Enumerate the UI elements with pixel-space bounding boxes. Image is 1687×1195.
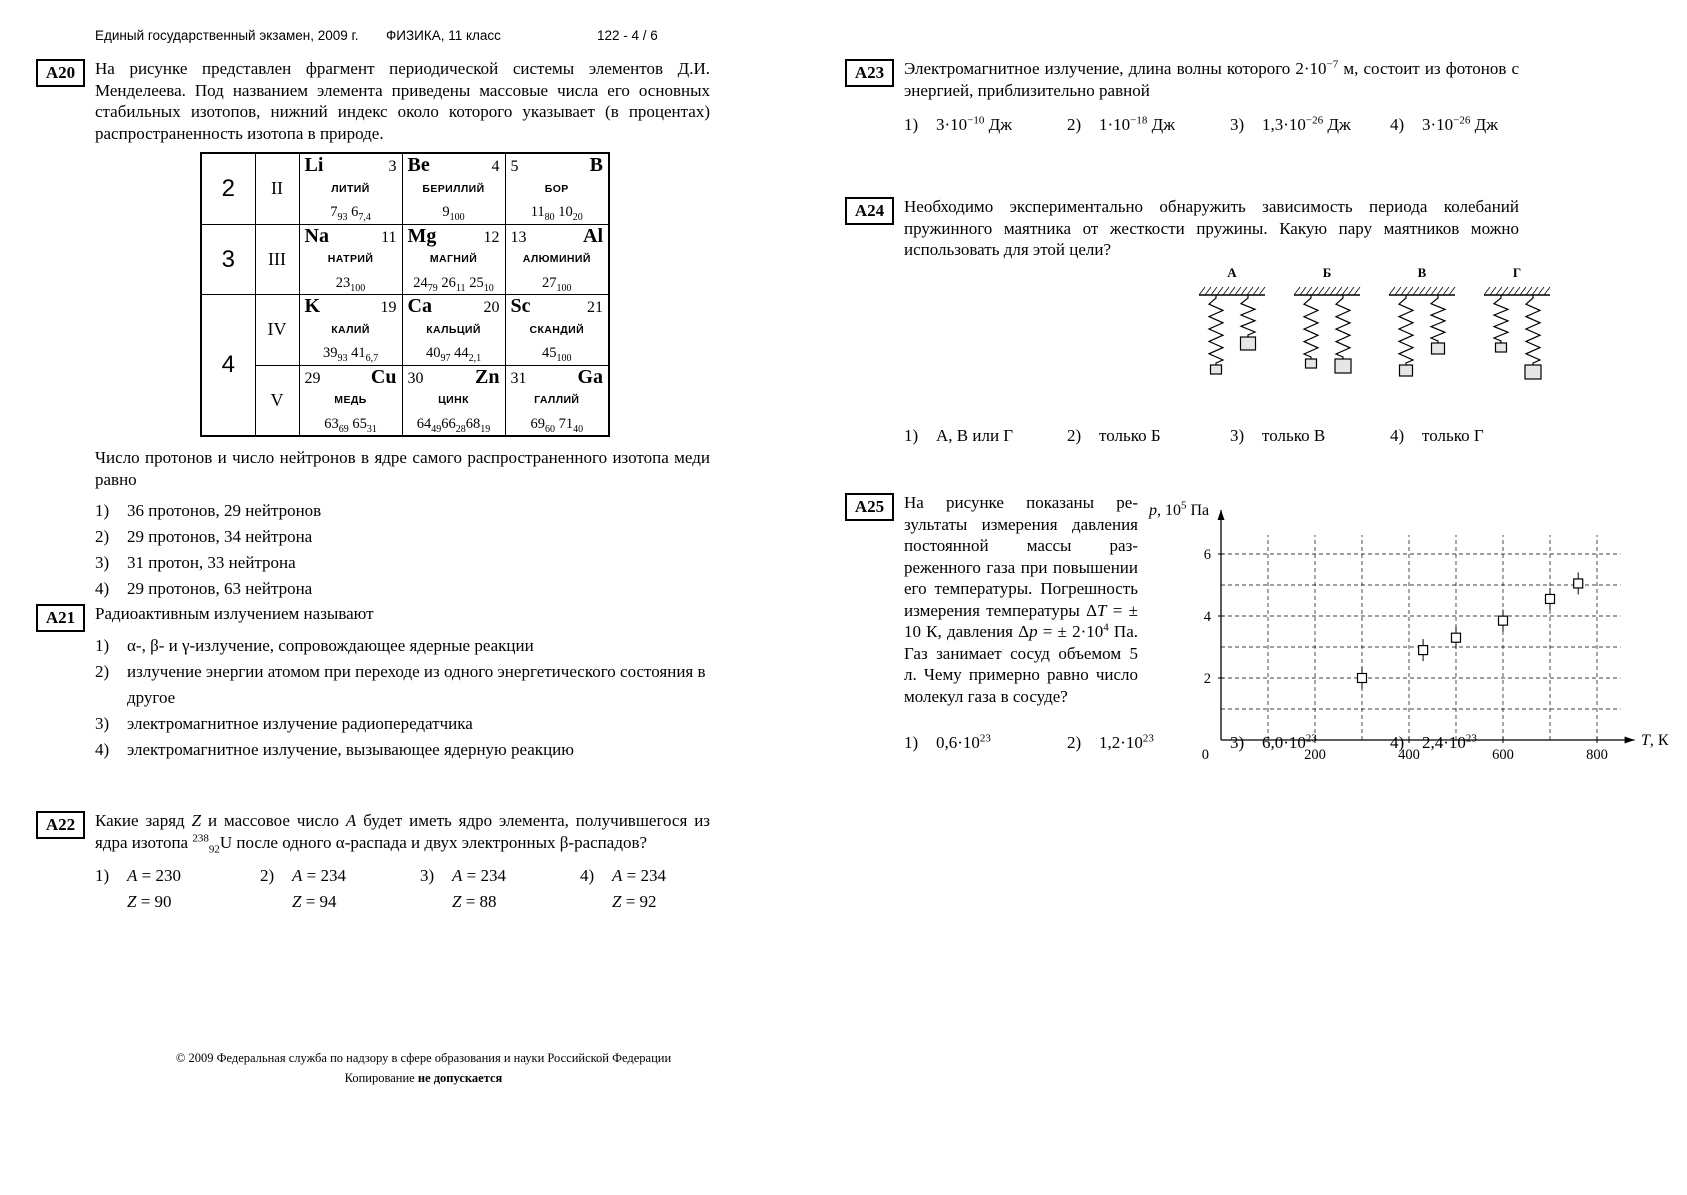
gas-chart-plot	[1149, 500, 1684, 778]
ceiling-hatch	[1544, 287, 1550, 295]
spring	[1399, 295, 1413, 365]
element-isotopes: $9_{100}$	[442, 204, 465, 223]
y-tick-label: 6	[1203, 547, 1211, 563]
header-page-number: 122 - 4 / 6	[597, 28, 658, 43]
element-cell-top	[506, 225, 609, 249]
option-text: $3\cdot 10^{-10}$ Дж	[936, 114, 1012, 134]
ceiling-hatch	[1526, 287, 1532, 295]
question-a22-options	[95, 863, 725, 915]
element-name: НАТРИЙ	[327, 253, 374, 265]
element-symbol: Cu	[370, 365, 397, 388]
footer-copyright: © 2009 Федеральная служба по надзору в сфере образования и науки Российской Федерации	[175, 1051, 672, 1065]
data-point	[1419, 646, 1428, 655]
atomic-number: 13	[510, 228, 527, 246]
option-mass-number: A = 234	[292, 866, 346, 885]
ceiling-hatch	[1431, 287, 1437, 295]
question-a22-intro: Какие заряд Z и массовое число A будет иметь ядро элемента, получившегося из ядра изотопа $^{238}_{92}$U после одного α-распада и двух электронных β-распадов?	[95, 811, 711, 855]
pendulum-mass	[1241, 337, 1256, 350]
option-text: $3\cdot 10^{-26}$ Дж	[1422, 114, 1498, 134]
answer-option-1	[904, 731, 1067, 755]
answer-option-1	[904, 424, 1067, 448]
element-isotopes: $24_{79}$ $26_{11}$ $25_{10}$	[413, 274, 494, 294]
pendulum-group-label: А	[1227, 264, 1237, 280]
element-cell-na	[299, 224, 402, 295]
atomic-number: 12	[483, 228, 500, 246]
x-axis-arrow	[1625, 737, 1635, 744]
element-isotopes: $63_{69}$ $65_{31}$	[324, 415, 377, 435]
element-cell-top	[506, 154, 609, 178]
periodic-table-figure	[200, 152, 769, 437]
ceiling-hatch	[1508, 287, 1514, 295]
option-number: 4)	[95, 739, 110, 759]
element-isotopes: $7_{93}$ $6_{7,4}$	[330, 204, 371, 223]
element-name: АЛЮМИНИЙ	[522, 253, 591, 265]
option-text: 29 протонов, 63 нейтрона	[127, 579, 313, 598]
answer-option-1	[95, 498, 769, 524]
option-text: 29 протонов, 34 нейтрона	[127, 527, 313, 546]
atomic-number: 5	[510, 158, 519, 175]
x-tick-label: 400	[1398, 747, 1420, 763]
answer-option-2	[1067, 424, 1230, 448]
question-label-a25: A25	[845, 493, 894, 521]
pendulum-mass	[1432, 343, 1445, 354]
question-a20-text: Число протонов и число нейтронов в ядре самого распространенного изотопа меди равно	[95, 448, 710, 489]
element-cell-ca	[402, 295, 505, 366]
answer-option-2	[1067, 113, 1230, 137]
ceiling-hatch	[1395, 287, 1401, 295]
element-symbol: Na	[304, 224, 329, 247]
option-number: 1)	[95, 501, 110, 520]
answer-option-2	[95, 524, 769, 550]
x-tick-label: 200	[1304, 747, 1326, 763]
group-row-label: V	[255, 365, 299, 436]
ceiling-hatch	[1229, 287, 1235, 295]
atomic-number: 21	[587, 299, 603, 316]
spring	[1209, 295, 1223, 365]
spring	[1526, 295, 1540, 365]
answer-option-1	[95, 863, 260, 915]
ceiling-hatch	[1211, 287, 1217, 295]
element-cell-top	[300, 225, 402, 249]
question-a21	[36, 603, 800, 763]
element-name: БЕРИЛЛИЙ	[422, 182, 485, 195]
option-mass-number: A = 234	[612, 866, 666, 885]
footer-copy-notice	[36, 1068, 811, 1088]
question-a25-intro: На рисунке показаны результаты измерения давления постоянной массы разреженного газа при повышении его температуры. Погрешность измерения температуры ΔT = ± 10 К, давления Δp = ± $2\cdot 10^4$ Па. Газ занимает сосуд объемом 5 л. Чему примерно равно число молекул газа в сосуде?	[904, 493, 1138, 706]
y-tick-label: 4	[1203, 609, 1211, 625]
element-cell-cu	[299, 365, 402, 436]
answer-option-2	[95, 659, 710, 711]
element-isotopes: $69_{60}$ $71_{40}$	[530, 415, 584, 435]
option-number: 1)	[904, 733, 919, 752]
answer-option-3	[420, 863, 580, 915]
question-a24	[845, 196, 1655, 448]
ceiling-hatch	[1514, 287, 1520, 295]
answer-option-3	[95, 711, 710, 737]
answer-option-3	[95, 550, 769, 576]
option-charge: Z = 90	[127, 892, 172, 911]
spring	[1241, 295, 1255, 337]
option-number: 3)	[95, 553, 110, 572]
footer-notice-bold: не допускается	[417, 1071, 503, 1085]
pendulum-mass	[1211, 365, 1222, 374]
ceiling-hatch	[1300, 287, 1306, 295]
ceiling-hatch	[1253, 287, 1259, 295]
element-symbol: Mg	[407, 224, 437, 247]
option-text: 31 протон, 33 нейтрона	[127, 553, 296, 572]
ceiling-hatch	[1223, 287, 1229, 295]
ceiling-hatch	[1217, 287, 1223, 295]
element-name: КАЛЬЦИЙ	[426, 323, 481, 336]
option-text: только Г	[1422, 426, 1484, 445]
question-a24-intro: Необходимо экспериментально обнаружить зависимость периода колебаний пружинного маятника от жесткости пружины. Какую пару маятников можно использовать для этой цели?	[904, 197, 1519, 259]
element-cell-top	[506, 366, 609, 390]
element-cell-al	[505, 224, 609, 295]
origin-label: 0	[1201, 747, 1209, 763]
header-subject: ФИЗИКА, 11 класс	[386, 28, 501, 43]
ceiling-hatch	[1324, 287, 1330, 295]
ceiling-hatch	[1348, 287, 1354, 295]
ceiling-hatch	[1199, 287, 1205, 295]
answer-option-4	[95, 737, 710, 763]
element-name: МЕДЬ	[334, 394, 367, 406]
option-text: только В	[1262, 426, 1326, 445]
question-a24-options	[904, 424, 1534, 448]
answer-option-4	[1390, 424, 1534, 448]
atomic-number: 3	[388, 158, 397, 175]
pendulum-figure	[1185, 264, 1522, 423]
answer-option-1	[95, 633, 710, 659]
atomic-number: 19	[380, 299, 397, 316]
element-isotopes: $39_{93}$ $41_{6,7}$	[322, 345, 379, 364]
option-number: 4)	[95, 579, 110, 598]
element-name: БОР	[544, 182, 569, 195]
option-number: 2)	[95, 661, 110, 681]
ceiling-hatch	[1306, 287, 1312, 295]
pendulum-mass	[1335, 359, 1351, 373]
group-row-label: III	[255, 224, 299, 295]
element-symbol: Ga	[577, 365, 603, 388]
question-a20	[36, 58, 800, 602]
element-symbol: Zn	[475, 365, 500, 388]
y-axis-label: p, $10^5$ Па	[1149, 499, 1210, 519]
option-text	[127, 863, 181, 915]
ceiling-hatch	[1241, 287, 1247, 295]
option-number: 2)	[1067, 426, 1082, 445]
option-number: 3)	[1230, 115, 1245, 134]
option-number: 4)	[580, 866, 595, 885]
atomic-number: 29	[304, 369, 321, 387]
pendulum-group-label: В	[1417, 264, 1427, 280]
y-tick-label: 2	[1203, 671, 1211, 687]
question-label-a22: A22	[36, 811, 85, 839]
element-cell-sc	[505, 295, 609, 366]
option-number: 2)	[1067, 733, 1082, 752]
ceiling-hatch	[1502, 287, 1508, 295]
option-text: $1,3\cdot 10^{-26}$ Дж	[1262, 114, 1351, 134]
option-number: 2)	[95, 527, 110, 546]
ceiling-hatch	[1496, 287, 1502, 295]
question-a21-options	[95, 633, 710, 763]
answer-option-2	[260, 863, 420, 915]
ceiling-hatch	[1490, 287, 1496, 295]
element-name: СКАНДИЙ	[529, 323, 585, 336]
question-a20-intro: На рисунке представлен фрагмент периодической системы элементов Д.И. Менделеева. Под названием элемента приведены массовые числа его основных стабильных изотопов, нижний индекс около которого указывает (в процентах) распространенность изотопа в природе.	[95, 59, 710, 143]
option-number: 1)	[904, 115, 919, 134]
element-symbol: Al	[583, 224, 603, 247]
option-text: $1,2\cdot 10^{23}$	[1099, 732, 1154, 752]
gas-chart-svg	[1149, 500, 1684, 772]
answer-option-3	[1230, 424, 1390, 448]
option-text	[292, 863, 346, 915]
element-cell-top	[403, 225, 505, 249]
element-isotopes: $11_{80}$ $10_{20}$	[530, 204, 583, 223]
data-point	[1499, 616, 1508, 625]
atomic-number: 11	[381, 228, 397, 246]
element-isotopes: $45_{100}$	[542, 345, 572, 364]
option-number: 2)	[260, 866, 275, 885]
element-cell-be	[402, 153, 505, 224]
page-footer	[36, 1048, 811, 1088]
ceiling-hatch	[1425, 287, 1431, 295]
option-number: 1)	[95, 866, 110, 885]
periodic-table	[200, 152, 610, 437]
footer-notice-text: Копирование	[344, 1071, 418, 1085]
ceiling-hatch	[1449, 287, 1455, 295]
answer-option-4	[95, 576, 769, 602]
element-cell-b	[505, 153, 609, 224]
spring	[1304, 295, 1318, 359]
ceiling-hatch	[1532, 287, 1538, 295]
period-number: 2	[201, 153, 255, 224]
atomic-number: 20	[483, 299, 500, 316]
question-label-a21: A21	[36, 604, 85, 632]
pendulum-mass	[1306, 359, 1317, 368]
ceiling-hatch	[1247, 287, 1253, 295]
option-mass-number: A = 230	[127, 866, 181, 885]
ceiling-hatch	[1330, 287, 1336, 295]
option-text: $1\cdot 10^{-18}$ Дж	[1099, 114, 1175, 134]
spring	[1336, 295, 1350, 359]
element-name: КАЛИЙ	[331, 323, 370, 336]
element-cell-top	[403, 366, 505, 390]
ceiling-hatch	[1419, 287, 1425, 295]
option-number: 3)	[95, 713, 110, 733]
question-label-a24: A24	[845, 197, 894, 225]
ceiling-hatch	[1235, 287, 1241, 295]
pendulum-group-label: Г	[1512, 264, 1522, 280]
option-text: $6,0\cdot 10^{23}$	[1262, 732, 1317, 752]
element-name: ЛИТИЙ	[331, 182, 370, 195]
ceiling-hatch	[1407, 287, 1413, 295]
element-cell-li	[299, 153, 402, 224]
option-text	[612, 863, 666, 915]
element-cell-top	[300, 295, 402, 319]
ceiling-hatch	[1401, 287, 1407, 295]
option-number: 3)	[1230, 733, 1245, 752]
question-a22	[36, 810, 800, 915]
ceiling-hatch	[1318, 287, 1324, 295]
pendulum-mass	[1400, 365, 1413, 376]
option-text: излучение энергии атомом при переходе из одного энергетического состояния в другое	[127, 661, 706, 707]
option-number: 3)	[1230, 426, 1245, 445]
element-cell-ga	[505, 365, 609, 436]
option-text: А, В или Г	[936, 426, 1014, 445]
element-isotopes: $23_{100}$	[335, 274, 366, 294]
question-a25	[845, 492, 1669, 774]
ceiling-hatch	[1354, 287, 1360, 295]
spring	[1494, 295, 1508, 343]
question-a23-intro: Электромагнитное излучение, длина волны которого $2\cdot 10^{-7}$ м, состоит из фотонов с энергией, приблизительно равной	[904, 58, 1519, 100]
option-number: 4)	[1390, 115, 1405, 134]
element-symbol: B	[589, 154, 603, 176]
ceiling-hatch	[1443, 287, 1449, 295]
data-point	[1546, 594, 1555, 603]
option-number: 4)	[1390, 426, 1405, 445]
ceiling-hatch	[1484, 287, 1490, 295]
data-point	[1574, 579, 1583, 588]
atomic-number: 4	[491, 158, 500, 175]
header-exam-title: Единый государственный экзамен, 2009 г.	[95, 28, 359, 43]
question-a23	[845, 58, 1655, 137]
group-row-label: IV	[255, 295, 299, 366]
answer-option-1	[904, 113, 1067, 137]
ceiling-hatch	[1336, 287, 1342, 295]
element-name: МАГНИЙ	[429, 253, 478, 265]
ceiling-hatch	[1437, 287, 1443, 295]
element-symbol: Li	[304, 154, 324, 176]
x-tick-label: 800	[1586, 747, 1608, 763]
period-number: 3	[201, 224, 255, 295]
element-cell-top	[403, 295, 505, 319]
element-cell-top	[506, 295, 609, 319]
element-cell-zn	[402, 365, 505, 436]
question-a23-options	[904, 113, 1534, 137]
option-text: электромагнитное излучение, вызывающее ядерную реакцию	[127, 739, 574, 759]
pendulum-mass	[1496, 343, 1507, 352]
pendulum-figure-svg	[1185, 265, 1565, 417]
answer-option-3	[1230, 113, 1390, 137]
element-cell-top	[403, 154, 505, 178]
ceiling-hatch	[1538, 287, 1544, 295]
question-label-a20: A20	[36, 59, 85, 87]
group-row-label: II	[255, 153, 299, 224]
option-charge: Z = 92	[612, 892, 657, 911]
question-a21-intro: Радиоактивным излучением называют	[95, 604, 374, 623]
question-a20-options	[95, 498, 769, 602]
pendulum-mass	[1525, 365, 1541, 379]
option-number: 2)	[1067, 115, 1082, 134]
answer-option-4	[580, 863, 725, 915]
atomic-number: 30	[407, 369, 424, 387]
option-text: только Б	[1099, 426, 1161, 445]
element-isotopes: $27_{100}$	[542, 274, 572, 294]
data-point	[1452, 633, 1461, 642]
x-tick-label: 600	[1492, 747, 1514, 763]
option-text: 36 протонов, 29 нейтронов	[127, 501, 322, 520]
period-number: 4	[201, 295, 255, 437]
ceiling-hatch	[1520, 287, 1526, 295]
ceiling-hatch	[1413, 287, 1419, 295]
element-cell-top	[300, 154, 402, 178]
ceiling-hatch	[1294, 287, 1300, 295]
ceiling-hatch	[1312, 287, 1318, 295]
element-name: ГАЛЛИЙ	[534, 394, 580, 406]
pendulum-group-label: Б	[1322, 264, 1332, 280]
answer-option-4	[1390, 113, 1534, 137]
data-point	[1358, 674, 1367, 683]
option-number: 1)	[95, 635, 110, 655]
option-mass-number: A = 234	[452, 866, 506, 885]
element-cell-mg	[402, 224, 505, 295]
ceiling-hatch	[1259, 287, 1265, 295]
option-text: $2,4\cdot 10^{23}$	[1422, 732, 1477, 752]
ceiling-hatch	[1205, 287, 1211, 295]
ceiling-hatch	[1342, 287, 1348, 295]
y-axis-arrow	[1218, 510, 1225, 520]
gas-chart	[1149, 500, 1684, 775]
spring	[1431, 295, 1445, 343]
option-number: 3)	[420, 866, 435, 885]
x-axis-label: T, К	[1641, 732, 1669, 749]
element-symbol: K	[304, 295, 321, 317]
atomic-number: 31	[510, 369, 527, 387]
option-text: α-, β- и γ-излучение, сопровождающее ядерные реакции	[127, 635, 534, 655]
element-symbol: Be	[407, 154, 430, 176]
element-name: ЦИНК	[438, 394, 469, 406]
element-symbol: Ca	[407, 295, 432, 317]
option-text: $0,6\cdot 10^{23}$	[936, 732, 991, 752]
option-charge: Z = 94	[292, 892, 337, 911]
option-text: электромагнитное излучение радиопередатчика	[127, 713, 473, 733]
option-number: 4)	[1390, 733, 1405, 752]
question-label-a23: A23	[845, 59, 894, 87]
element-cell-k	[299, 295, 402, 366]
ceiling-hatch	[1389, 287, 1395, 295]
element-symbol: Sc	[510, 295, 531, 317]
element-isotopes: $40_{97}$ $44_{2,1}$	[425, 345, 482, 364]
option-number: 1)	[904, 426, 919, 445]
element-isotopes: $64_{49}66_{28}68_{19}$	[416, 415, 491, 435]
option-charge: Z = 88	[452, 892, 497, 911]
element-cell-top	[300, 366, 402, 390]
option-text	[452, 863, 506, 915]
